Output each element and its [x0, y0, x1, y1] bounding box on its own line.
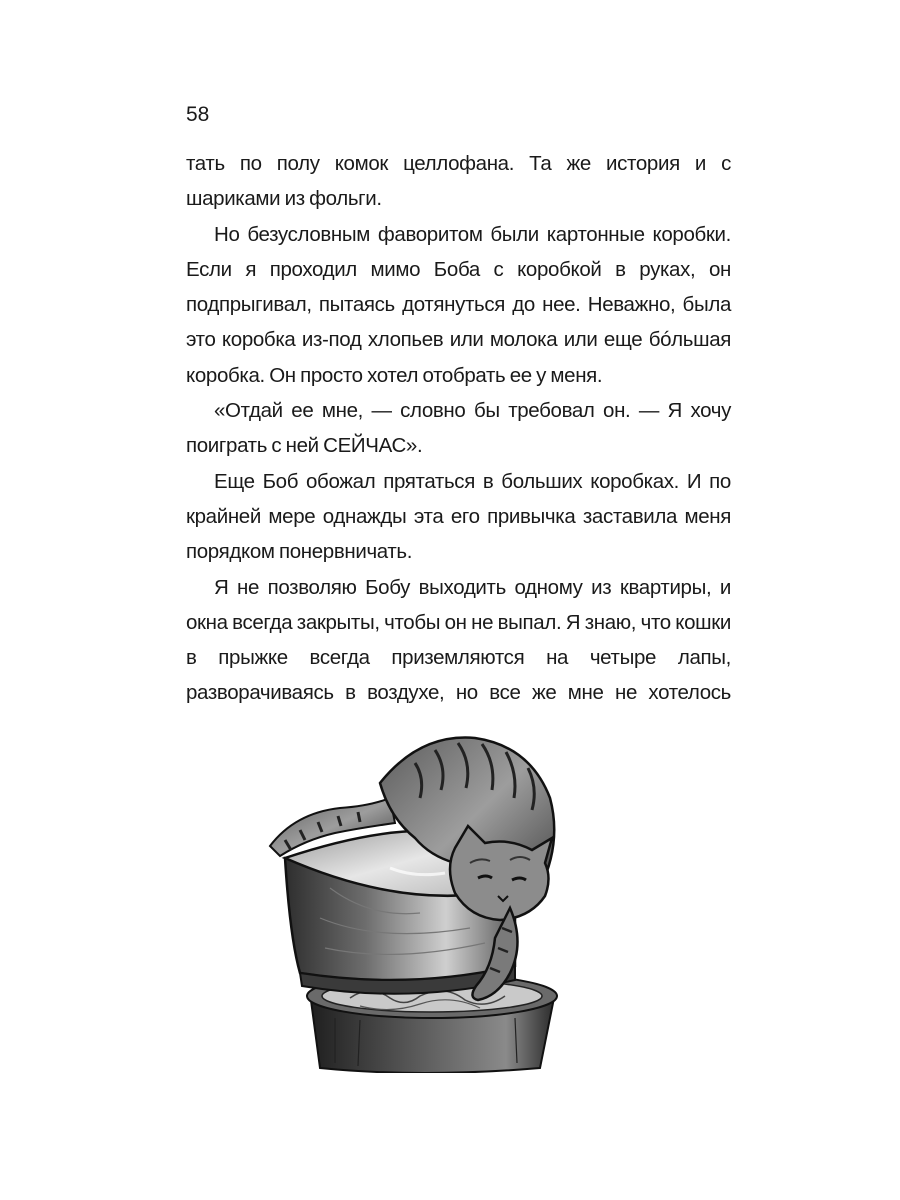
- page-number: 58: [186, 103, 210, 126]
- cat-on-box-illustration: [240, 728, 620, 1073]
- paragraph-4: Еще Боб обожал прятаться в больших коробках. И по крайней мере однажды эта его привычка заставила меня порядком понервничать.: [186, 469, 731, 564]
- paragraph-1: тать по полу комок целлофана. Та же история и с шариками из фольги.: [186, 152, 731, 211]
- body-text: [186, 146, 731, 711]
- paragraph-5: Я не позволяю Бобу выходить одному из квартиры, и окна всегда закрыты, чтобы он не выпал. Я знаю, что кошки в прыжке всегда приземляются на четыре лапы, разворачиваясь в воздухе, но все же мне не хотелось: [186, 575, 731, 705]
- paragraph-2: Но безусловным фаворитом были картонные коробки. Если я проходил мимо Боба с коробкой в руках, он подпрыгивал, пытаясь дотянуться до нее. Неважно, была это коробка из-под хлопьев или молока или еще бóльшая коробка. Он просто хотел отобрать ее у меня.: [186, 222, 731, 387]
- paragraph-3: «Отдай ее мне, — словно бы требовал он. — Я хочу поиграть с ней СЕЙЧАС».: [186, 399, 731, 458]
